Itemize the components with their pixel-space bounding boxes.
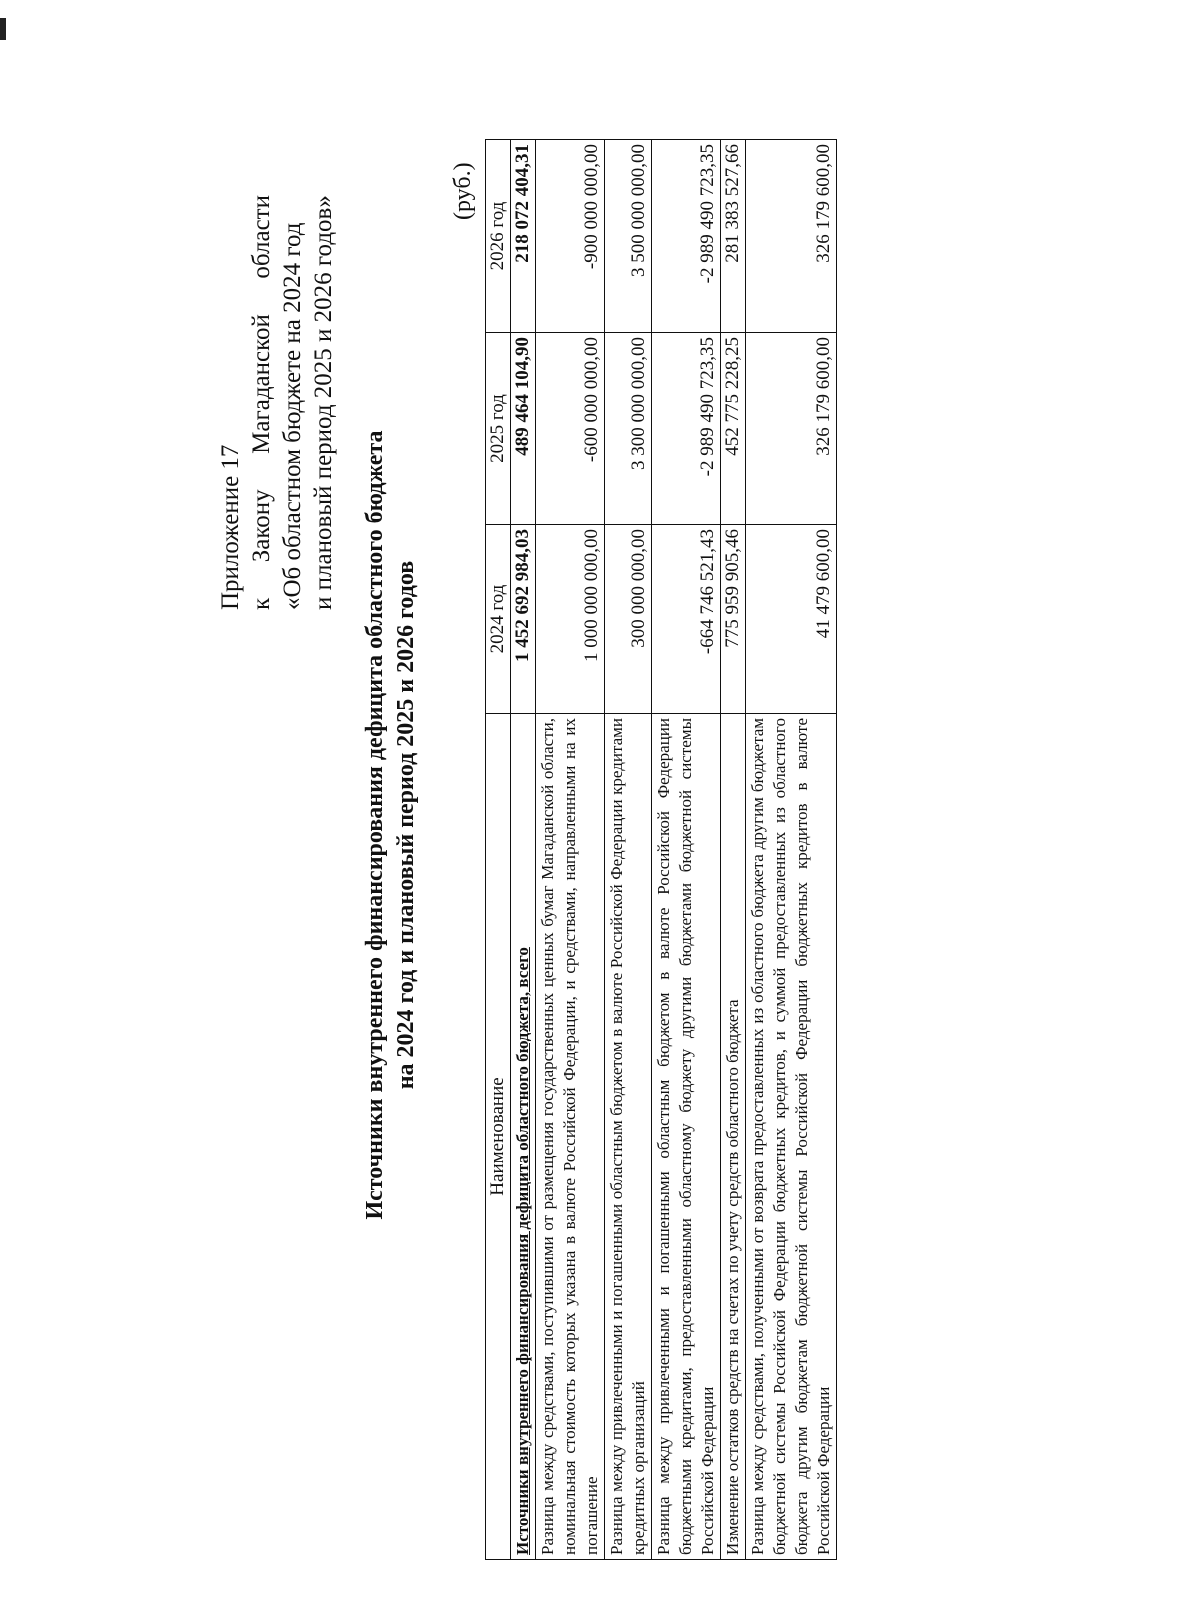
row-value-2025: -600 000 000,00 [536, 333, 605, 525]
appendix-law-title-cont: и плановый период 2025 и 2026 годов» [310, 195, 337, 610]
row-value-2024: 41 479 600,00 [746, 525, 837, 714]
row-value-2024: 300 000 000,00 [605, 525, 652, 714]
appendix-law-title: «Об областном бюджете на 2024 год [279, 222, 306, 610]
appendix-law-line [246, 195, 277, 610]
appendix-word: Закону [248, 489, 275, 563]
header-2024: 2024 год [486, 525, 511, 714]
row-value-2025: 3 300 000 000,00 [605, 333, 652, 525]
table-row [721, 140, 746, 1560]
row-name: Разница между средствами, поступившими от размещения государственных ценных бумаг Магаданской области, номинальная стоимость которых указана в валюте Российской Федерации, и средствами, направленными на их погашение [536, 714, 605, 1560]
header-name: Наименование [486, 714, 511, 1560]
row-value-2026: -900 000 000,00 [536, 140, 605, 333]
row-value-2024: 775 959 905,46 [721, 525, 746, 714]
row-value-2025: 326 179 600,00 [746, 333, 837, 525]
table-header-row [486, 140, 511, 1560]
row-value-2025: 489 464 104,90 [511, 333, 536, 525]
appendix-block [215, 195, 339, 610]
row-name: Разница между средствами, полученными от возврата предоставленных из областного бюджета другим бюджетам бюджетной системы Российской Федерации бюджетных кредитов, и суммой предоставленных из областного бюджета другим бюджетам бюджетной системы Российской Федерации бюджетных кредитов в валюте Российской Федерации [746, 714, 837, 1560]
row-name: Изменение остатков средств на счетах по учету средств областного бюджета [721, 714, 746, 1560]
row-name: Источники внутреннего финансирования дефицита областного бюджета, всего [511, 714, 536, 1560]
row-value-2026: 218 072 404,31 [511, 140, 536, 333]
table-row-total [511, 140, 536, 1560]
title-line-2: на 2024 год и плановый период 2025 и 2026 годов [393, 560, 419, 1090]
appendix-word: Магаданской [248, 314, 275, 454]
row-value-2026: 3 500 000 000,00 [605, 140, 652, 333]
row-name: Разница между привлеченными и погашенными областным бюджетом в валюте Российской Федерации бюджетными кредитами, предоставленными областному бюджету другими бюджетами бюджетной системы Российской Федерации [652, 714, 721, 1560]
currency-unit: (руб.) [450, 162, 476, 220]
scan-mark [0, 18, 6, 40]
row-value-2026: 281 383 527,66 [721, 140, 746, 333]
row-value-2025: 452 775 228,25 [721, 333, 746, 525]
row-value-2024: 1 000 000 000,00 [536, 525, 605, 714]
table-row [536, 140, 605, 1560]
row-value-2026: 326 179 600,00 [746, 140, 837, 333]
row-name: Разница между привлеченными и погашенными областным бюджетом в валюте Российской Федерации кредитами кредитных организаций [605, 714, 652, 1560]
row-value-2024: 1 452 692 984,03 [511, 525, 536, 714]
appendix-word: области [248, 195, 275, 279]
table-row [746, 140, 837, 1560]
header-2025: 2025 год [486, 333, 511, 525]
appendix-word: к [248, 597, 275, 610]
financing-sources-table [485, 139, 837, 1560]
table-row [652, 140, 721, 1560]
table-row [605, 140, 652, 1560]
row-value-2024: -664 746 521,43 [652, 525, 721, 714]
row-value-2026: -2 989 490 723,35 [652, 140, 721, 333]
document-title [360, 295, 422, 1355]
title-line-1: Источники внутреннего финансирования дефицита областного бюджета [362, 430, 388, 1220]
header-2026: 2026 год [486, 140, 511, 333]
row-value-2025: -2 989 490 723,35 [652, 333, 721, 525]
appendix-number: Приложение 17 [217, 444, 244, 610]
